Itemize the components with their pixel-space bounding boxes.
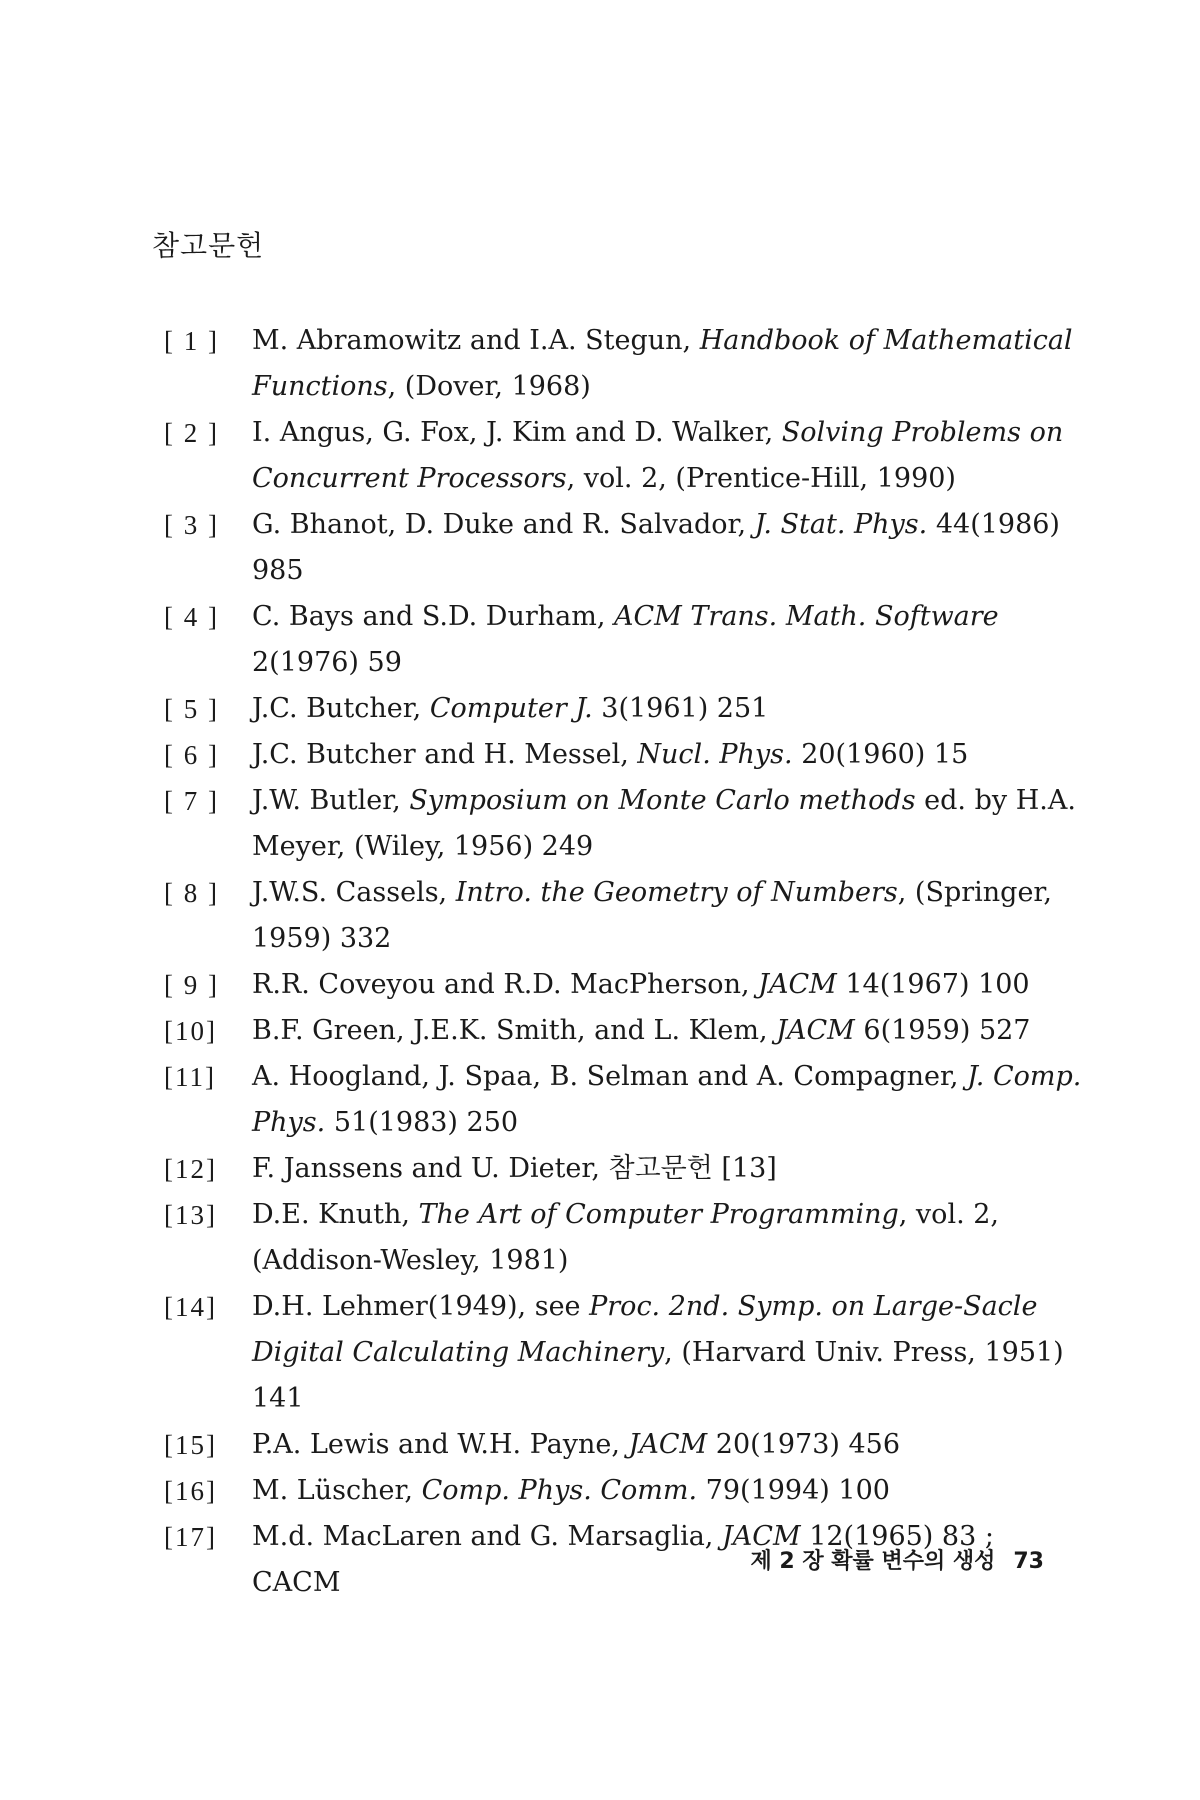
reference-source-title: JACM [628, 1429, 708, 1460]
reference-item [152, 732, 1082, 778]
reference-text [252, 509, 1060, 586]
reference-text-part: 44(1986) 985 [252, 509, 1060, 586]
reference-text-part: D.H. Lehmer(1949), see [252, 1291, 590, 1322]
reference-text [252, 1153, 777, 1184]
reference-text-part: 79(1994) 100 [697, 1475, 890, 1506]
reference-list [152, 318, 1082, 1606]
reference-text-part: , vol. 2, (Prentice-Hill, 1990) [566, 463, 956, 494]
reference-text [252, 739, 968, 770]
reference-number: [ 9 ] [164, 970, 219, 1000]
reference-number: [14] [164, 1292, 217, 1322]
reference-text-part: M.d. MacLaren and G. Marsaglia, [252, 1521, 722, 1552]
reference-number: [12] [164, 1154, 217, 1184]
reference-text-part: , (Dover, 1968) [387, 371, 591, 402]
reference-text-part: P.A. Lewis and W.H. Payne, [252, 1429, 629, 1460]
reference-source-title: Proc. 2nd. Symp. on Large-Sacle Digital Calculating Machinery [252, 1291, 1038, 1368]
reference-text [252, 877, 1052, 954]
reference-item [152, 410, 1082, 502]
reference-text-part: F. Janssens and U. Dieter, 참고문헌 [13] [252, 1153, 777, 1184]
reference-text-part: 3(1961) 251 [592, 693, 769, 724]
reference-text-part: I. Angus, G. Fox, J. Kim and D. Walker, [252, 417, 782, 448]
reference-text-part: , vol. 2, (Addison-Wesley, 1981) [252, 1199, 1000, 1276]
reference-number: [ 4 ] [164, 602, 219, 632]
reference-number: [16] [164, 1476, 217, 1506]
reference-item [152, 1422, 1082, 1468]
reference-text-part: M. Abramowitz and I.A. Stegun, [252, 325, 700, 356]
reference-item [152, 962, 1082, 1008]
reference-source-title: Handbook of Mathematical Functions [252, 325, 1073, 402]
reference-item [152, 1284, 1082, 1422]
reference-source-title: J. Stat. Phys. [754, 509, 928, 540]
reference-source-title: Comp. Phys. Comm. [421, 1475, 698, 1506]
reference-source-title: Intro. the Geometry of Numbers [455, 877, 898, 908]
reference-item [152, 1146, 1082, 1192]
reference-number: [11] [164, 1062, 216, 1092]
reference-source-title: JACM [758, 969, 837, 1000]
reference-item [152, 1192, 1082, 1284]
reference-number: [ 8 ] [164, 878, 219, 908]
reference-number: [17] [164, 1522, 217, 1552]
reference-item [152, 318, 1082, 410]
reference-text-part: J.C. Butcher and H. Messel, [252, 739, 638, 770]
reference-text [252, 1291, 1064, 1414]
reference-text [252, 417, 1063, 494]
reference-text [252, 1061, 1081, 1138]
reference-item [152, 1008, 1082, 1054]
reference-text-part: 20(1960) 15 [792, 739, 969, 770]
reference-number: [ 5 ] [164, 694, 219, 724]
reference-item [152, 1468, 1082, 1514]
reference-text [252, 969, 1030, 1000]
reference-text-part: D.E. Knuth, [252, 1199, 419, 1230]
reference-number: [13] [164, 1200, 217, 1230]
reference-text-part: R.R. Coveyou and R.D. MacPherson, [252, 969, 759, 1000]
reference-text-part: M. Lüscher, [252, 1475, 422, 1506]
reference-text [252, 1429, 900, 1460]
reference-number: [ 3 ] [164, 510, 219, 540]
reference-text-part: , (Harvard Univ. Press, 1951) 141 [252, 1337, 1064, 1414]
reference-item [152, 502, 1082, 594]
reference-text-part: 6(1959) 527 [854, 1015, 1031, 1046]
reference-text-part: ed. by H.A. Meyer, (Wiley, 1956) 249 [252, 785, 1076, 862]
reference-number: [ 6 ] [164, 740, 219, 770]
reference-text [252, 325, 1073, 402]
reference-text-part: J.W.S. Cassels, [252, 877, 456, 908]
reference-number: [15] [164, 1430, 217, 1460]
reference-item [152, 1054, 1082, 1146]
reference-text [252, 1199, 999, 1276]
page-number: 73 [1013, 1549, 1044, 1574]
reference-text [252, 601, 999, 678]
reference-source-title: Nucl. Phys. [637, 739, 793, 770]
reference-source-title: ACM Trans. Math. Software [614, 601, 999, 632]
reference-number: [ 2 ] [164, 418, 219, 448]
reference-item [152, 594, 1082, 686]
reference-text-part: 2(1976) 59 [252, 647, 402, 678]
reference-text-part: C. Bays and S.D. Durham, [252, 601, 615, 632]
reference-text-part: J.W. Butler, [252, 785, 410, 816]
page-title: 참고문헌 [152, 229, 265, 262]
running-footer [0, 1544, 1200, 1575]
reference-source-title: Computer J. [429, 693, 593, 724]
reference-text-part: A. Hoogland, J. Spaa, B. Selman and A. Compagner, [252, 1061, 968, 1092]
reference-number: [ 7 ] [164, 786, 219, 816]
reference-source-title: JACM [776, 1015, 855, 1046]
reference-text-part: B.F. Green, J.E.K. Smith, and L. Klem, [252, 1015, 777, 1046]
reference-text-part: 12(1965) 83 ; CACM [252, 1521, 994, 1598]
reference-item [152, 870, 1082, 962]
reference-source-title: The Art of Computer Programming [418, 1199, 899, 1230]
reference-text [252, 785, 1076, 862]
reference-number: [10] [164, 1016, 217, 1046]
reference-text-part: G. Bhanot, D. Duke and R. Salvador, [252, 509, 755, 540]
reference-item [152, 778, 1082, 870]
reference-number: [ 1 ] [164, 326, 219, 356]
chapter-title: 제 2 장 확률 변수의 생성 [750, 1549, 996, 1574]
reference-source-title: J. Comp. Phys. [252, 1061, 1082, 1138]
reference-text-part: 20(1973) 456 [707, 1429, 901, 1460]
reference-item [152, 686, 1082, 732]
reference-text-part: 51(1983) 250 [325, 1107, 519, 1138]
reference-text-part: J.C. Butcher, [252, 693, 430, 724]
reference-source-title: Symposium on Monte Carlo methods [409, 785, 916, 816]
reference-text [252, 693, 768, 724]
reference-source-title: JACM [721, 1521, 801, 1552]
reference-source-title: Solving Problems on Concurrent Processors [252, 417, 1064, 494]
reference-text [252, 1015, 1031, 1046]
reference-text-part: , (Springer, 1959) 332 [252, 877, 1052, 954]
reference-text-part: 14(1967) 100 [836, 969, 1030, 1000]
reference-text [252, 1475, 890, 1506]
